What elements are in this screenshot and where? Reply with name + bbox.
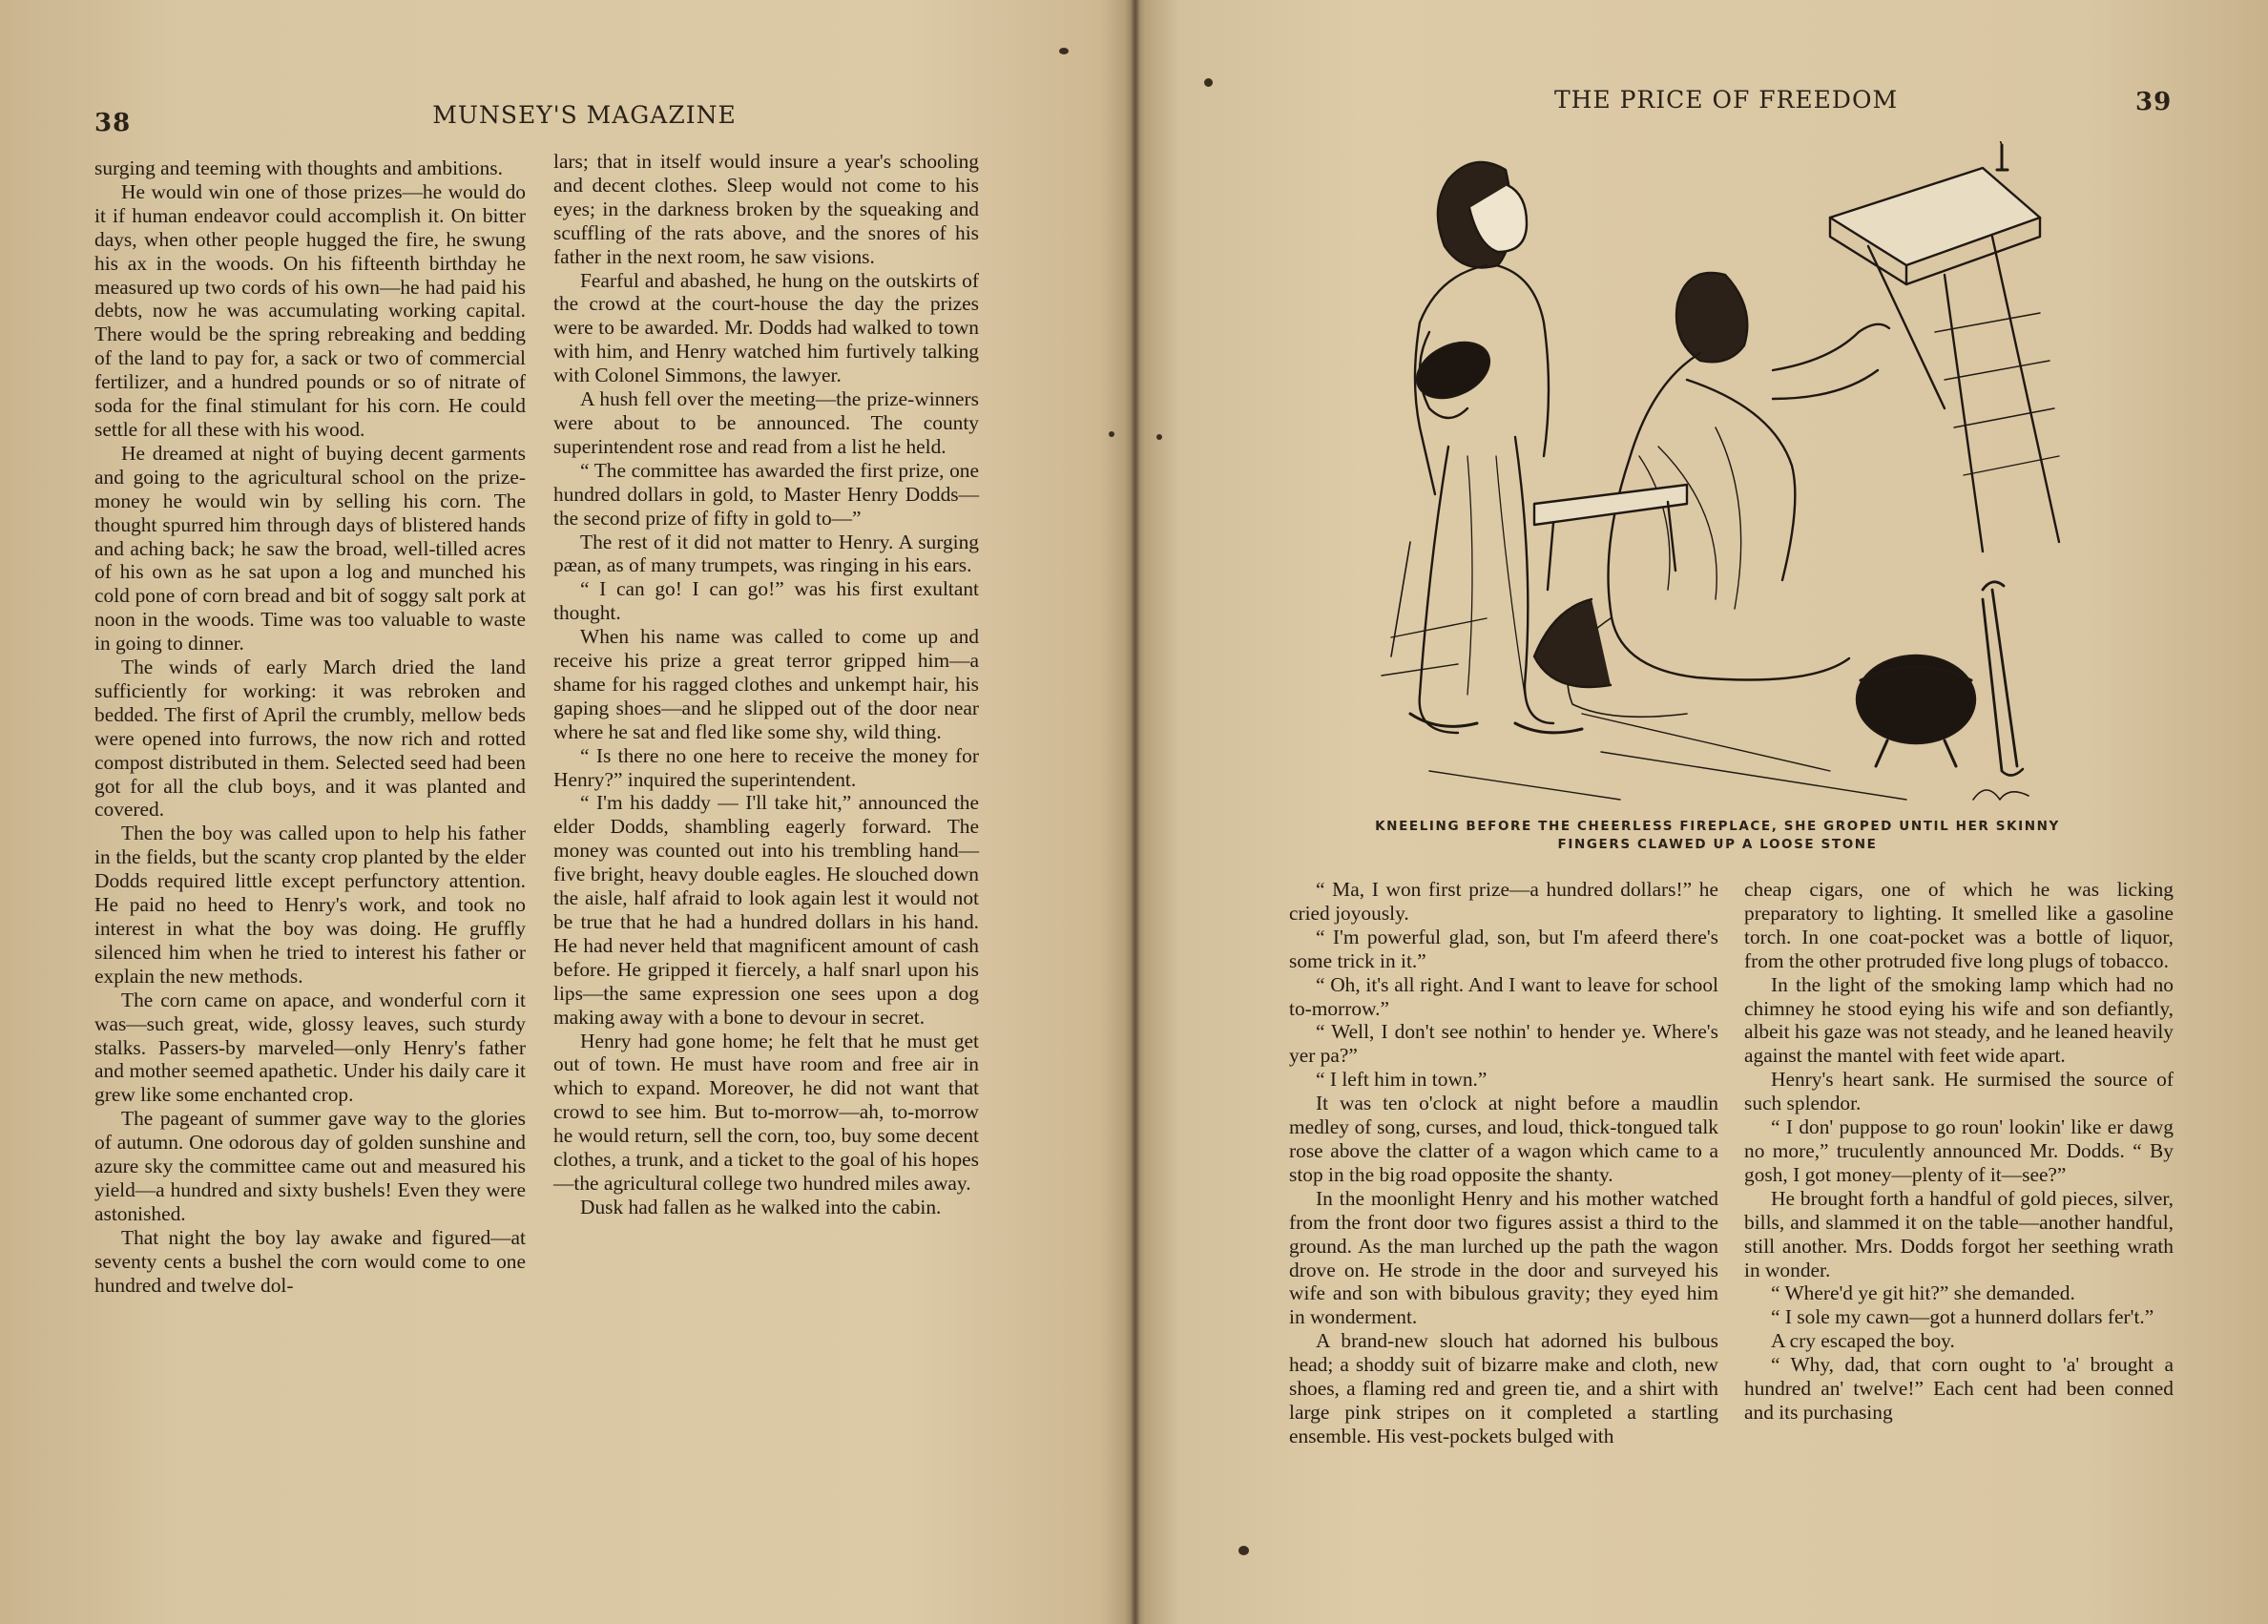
paragraph: “ I don' puppose to go roun' lookin' like er dawg no more,” truculently announced Mr. Dodds. “ By gosh, I got money—plenty of it—see?”	[1744, 1115, 2174, 1186]
paragraph: “ Ma, I won first prize—a hundred dollars!” he cried joyously.	[1289, 878, 1718, 925]
paragraph: “ I left him in town.”	[1316, 1068, 1488, 1092]
paragraph: A hush fell over the meeting—the prize-winners were about to be announced. The county superintendent rose and read from a list he held.	[553, 387, 979, 458]
paragraph: The corn came on apace, and wonderful corn it was—such great, wide, glossy leaves, such sturdy stalks. Passers-by marveled—only Henry's father and mother seemed apathetic. Under his daily care it grew like some enchanted crop.	[94, 988, 526, 1107]
paragraph: “ Why, dad, that corn ought to 'a' brought a hundred an' twelve!” Each cent had been conned and its purchasing	[1744, 1353, 2174, 1424]
left-column-2	[553, 150, 979, 1219]
paragraph: When his name was called to come up and receive his prize a great terror gripped him—a shame for his ragged clothes and unkempt hair, his gaping shoes—and he slipped out of the door near where he sat and fled like some shy, wild thing.	[553, 625, 979, 743]
paragraph: surging and teeming with thoughts and ambitions.	[94, 156, 503, 179]
paragraph: “ The committee has awarded the first prize, one hundred dollars in gold, to Master Henry Dodds—the second prize of fifty in gold to—”	[553, 458, 979, 530]
right-running-header: THE PRICE OF FREEDOM	[1553, 86, 1899, 114]
paragraph: “ I'm powerful glad, son, but I'm afeerd there's some trick in it.”	[1289, 925, 1718, 972]
paragraph: “ Is there no one here to receive the money for Henry?” inquired the superintendent.	[553, 743, 979, 791]
paragraph: In the light of the smoking lamp which had no chimney he stood eying his wife and son defiantly, albeit his gaze was not steady, and he leaned heavily against the mantel with feet wide apart.	[1744, 972, 2174, 1068]
right-column-1	[1289, 878, 1718, 1448]
paragraph: He dreamed at night of buying decent garments and going to the agricultural school on the prize-money he would win by selling his corn. The thought spurred him through days of blistered hands and aching back; he saw the broad, well-tilled acres of his own as he sat upon a log and munched his cold pone of corn bread and bit of soggy salt pork at noon in the woods. Time was too valuable to waste in going to dinner.	[94, 441, 526, 656]
illustration-boy-and-mother-at-fireplace	[1372, 141, 2090, 814]
left-column-1	[94, 156, 526, 1298]
paragraph: It was ten o'clock at night before a maudlin medley of song, curses, and loud, thick-tongued talk rose above the clatter of a wagon which came to a stop in the big road opposite the shanty.	[1289, 1092, 1718, 1186]
paper-speck	[1204, 78, 1213, 87]
paragraph: “ Where'd ye git hit?” she demanded.	[1771, 1281, 2075, 1305]
left-page-number: 38	[94, 109, 132, 137]
right-column-2	[1744, 878, 2174, 1425]
paragraph: Henry had gone home; he felt that he must get out of town. He must have room and free air in which to expand. Moreover, he did not want that crowd to see him. But to-morrow—ah, to-morrow he would return, sell the corn, too, buy some decent clothes, a trunk, and a ticket to the goal of his hopes—the agricultural college two hundred miles away.	[553, 1029, 979, 1195]
paper-speck	[1238, 1546, 1249, 1555]
caption-line-1: KNEELING BEFORE THE CHEERLESS FIREPLACE, SHE GROPED UNTIL HER SKINNY	[1375, 819, 2060, 834]
right-page-number: 39	[2135, 88, 2173, 116]
paper-speck	[1059, 48, 1069, 54]
left-running-header: MUNSEY'S MAGAZINE	[432, 101, 737, 129]
paragraph: “ I can go! I can go!” was his first exultant thought.	[553, 577, 979, 625]
paper-speck	[1156, 434, 1162, 440]
illustration-caption	[1355, 818, 2080, 854]
paragraph: A brand-new slouch hat adorned his bulbous head; a shoddy suit of bizarre make and cloth, new shoes, a flaming red and green tie, and a shirt with large pink stripes on it completed a startling ensemble. His vest-pockets bulged with	[1289, 1329, 1718, 1447]
paragraph: The pageant of summer gave way to the glories of autumn. One odorous day of golden sunshine and azure sky the committee came out and measured his yield—a hundred and sixty bushels! Even they were astonished.	[94, 1107, 526, 1225]
paragraph: Fearful and abashed, he hung on the outskirts of the crowd at the court-house the day the prizes were to be awarded. Mr. Dodds had walked to town with him, and Henry watched him furtively talking with Colonel Simmons, the lawyer.	[553, 268, 979, 387]
left-page	[0, 0, 1131, 1624]
paragraph: He brought forth a handful of gold pieces, silver, bills, and slammed it on the table—another handful, still another. Mrs. Dodds forgot her seething wrath in wonder.	[1744, 1186, 2174, 1281]
paper-speck	[1109, 431, 1114, 437]
paragraph: “ Well, I don't see nothin' to hender ye. Where's yer pa?”	[1289, 1020, 1718, 1068]
paragraph: A cry escaped the boy.	[1771, 1329, 1955, 1353]
paragraph: Henry's heart sank. He surmised the source of such splendor.	[1744, 1068, 2174, 1115]
paragraph: In the moonlight Henry and his mother watched from the front door two figures assist a third to the ground. As the man lurched up the path the wagon drove on. He strode in the door and surveyed his wife and son with bibulous gravity; they eyed him in wonderment.	[1289, 1186, 1718, 1329]
paragraph: Dusk had fallen as he walked into the cabin.	[580, 1195, 942, 1218]
paragraph: “ I'm his daddy — I'll take hit,” announced the elder Dodds, shambling eagerly forward. The money was counted out into his trembling hand—five bright, heavy double eagles. He slouched down the aisle, half afraid to look again lest it would not be true that he had a hundred dollars in his hand. He had never held that magnificent amount of cash before. He gripped it fiercely, a half snarl upon his lips—the same expression one sees upon a dog making away with a bone to devour in secret.	[553, 791, 979, 1029]
paragraph: He would win one of those prizes—he would do it if human endeavor could accomplish it. On bitter days, when other people hugged the fire, he swung his ax in the woods. On his fifteenth birthday he measured up two cords of his own—he had paid his debts, now he was accumulating working capital. There would be the spring rebreaking and bedding of the land to pay for, a sack or two of commercial fertilizer, and a hundred pounds or so of nitrate of soda for the final stimulant for his corn. He could settle for all these with his wood.	[94, 179, 526, 441]
paragraph: The rest of it did not matter to Henry. A surging pæan, as of many trumpets, was ringing in his ears.	[553, 530, 979, 577]
paragraph: “ I sole my cawn—got a hunnerd dollars fer't.”	[1771, 1305, 2154, 1329]
paragraph: The winds of early March dried the land sufficiently for working: it was rebroken and bedded. The first of April the crumbly, mellow beds were opened into furrows, the now rich and rotted compost distributed in them. Selected seed had been got for all the club boys, and it was planted and covered.	[94, 656, 526, 822]
paragraph: Then the boy was called upon to help his father in the fields, but the scanty crop planted by the elder Dodds required little except perfunctory attention. He paid no heed to Henry's work, and took no interest in what the boy was doing. He gruffly silenced him when he tried to interest his father or explain the new methods.	[94, 822, 526, 988]
paragraph: lars; that in itself would insure a year's schooling and decent clothes. Sleep would not come to his eyes; in the darkness broken by the squeaking and scuffling of the rats above, and the snores of his father in the next room, he saw visions.	[553, 150, 979, 268]
book-gutter	[1131, 0, 1140, 1624]
paragraph: cheap cigars, one of which he was licking preparatory to lighting. It smelled like a gasoline torch. In one coat-pocket was a bottle of liquor, from the other protruded five long plugs of tobacco.	[1744, 878, 2174, 972]
paragraph: That night the boy lay awake and figured—at seventy cents a bushel the corn would come to one hundred and twelve dol-	[94, 1225, 526, 1297]
caption-line-2: FINGERS CLAWED UP A LOOSE STONE	[1557, 837, 1878, 852]
paragraph: “ Oh, it's all right. And I want to leave for school to-morrow.”	[1289, 972, 1718, 1020]
